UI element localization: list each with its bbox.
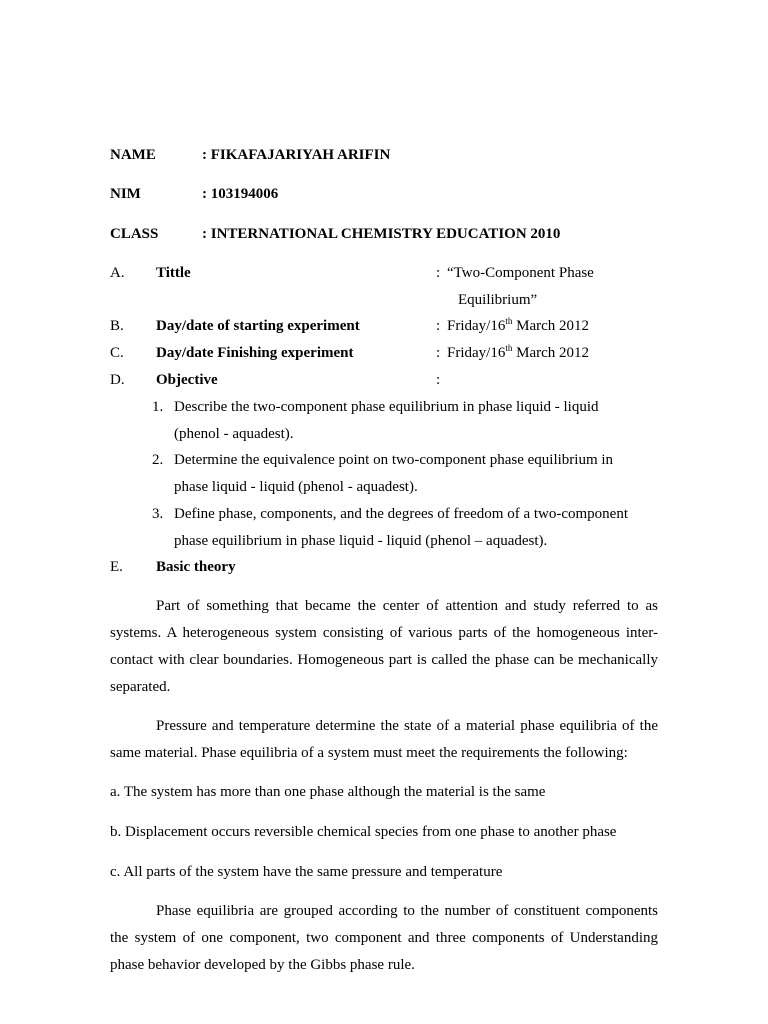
section-a-letter: A.: [110, 265, 125, 281]
theory-paragraph-1: [110, 593, 658, 701]
theory-paragraph-1-text: Part of something that became the center of attention and study referred to as systems. A heterogeneous system consisting of various parts of the homogeneous inter-contact with clear boundaries. Homogeneous part is called the phase can be mechanically separated.: [110, 598, 658, 695]
nim-label: NIM: [110, 186, 141, 202]
section-d-letter: D.: [110, 372, 125, 388]
objective-2-line1: Determine the equivalence point on two-component phase equilibrium in: [174, 452, 614, 468]
objective-1-line1: Describe the two-component phase equilibrium in phase liquid - liquid: [174, 399, 599, 415]
section-c-value: [447, 345, 589, 362]
section-c-date-post: March 2012: [512, 345, 590, 361]
class-label: CLASS: [110, 226, 159, 242]
section-b-date-post: March 2012: [512, 318, 590, 334]
section-c-label: Day/date Finishing experiment: [156, 345, 354, 361]
section-a-colon: :: [436, 265, 441, 281]
section-b-date-sup: th: [505, 316, 513, 326]
requirement-c: c. All parts of the system have the same pressure and temperature: [110, 864, 503, 880]
section-b-date-pre: Friday/16: [447, 318, 506, 334]
requirement-a: a. The system has more than one phase although the material is the same: [110, 784, 546, 800]
objective-1-line2: (phenol - aquadest).: [174, 426, 294, 442]
section-d-label: Objective: [156, 372, 218, 388]
objective-3-line1: Define phase, components, and the degrees of freedom of a two-component: [174, 506, 629, 522]
theory-paragraph-2: [110, 713, 658, 767]
section-c-letter: C.: [110, 345, 124, 361]
nim-value: : 103194006: [202, 186, 279, 202]
section-b-value: [447, 318, 589, 335]
section-c-date-sup: th: [505, 343, 513, 353]
section-c-date-pre: Friday/16: [447, 345, 506, 361]
objective-2-number: 2.: [152, 452, 164, 468]
section-c-colon: :: [436, 345, 441, 361]
name-label: NAME: [110, 147, 156, 163]
section-e-label: Basic theory: [156, 559, 236, 575]
requirement-b: b. Displacement occurs reversible chemical species from one phase to another phase: [110, 824, 617, 840]
section-b-label: Day/date of starting experiment: [156, 318, 360, 334]
objective-1-number: 1.: [152, 399, 164, 415]
objective-2-line2: phase liquid - liquid (phenol - aquadest).: [174, 479, 418, 495]
section-a-label: Tittle: [156, 265, 191, 281]
theory-paragraph-3-text: Phase equilibria are grouped according to the number of constituent components the system of one component, two component and three components of Understanding phase behavior developed by the Gibbs phase rule.: [110, 903, 658, 973]
class-value: : INTERNATIONAL CHEMISTRY EDUCATION 2010: [202, 226, 561, 242]
section-a-value-line2: Equilibrium”: [458, 292, 538, 308]
section-b-letter: B.: [110, 318, 124, 334]
section-a-value-line1: “Two-Component Phase: [447, 265, 594, 281]
objective-3-line2: phase equilibrium in phase liquid - liquid (phenol – aquadest).: [174, 533, 548, 549]
name-value: : FIKAFAJARIYAH ARIFIN: [202, 147, 391, 163]
section-b-colon: :: [436, 318, 441, 334]
section-e-letter: E.: [110, 559, 123, 575]
objective-3-number: 3.: [152, 506, 164, 522]
section-d-colon: :: [436, 372, 441, 388]
theory-paragraph-3: [110, 898, 658, 979]
theory-paragraph-2-text: Pressure and temperature determine the state of a material phase equilibria of the same material. Phase equilibria of a system must meet the requirements the following:: [110, 718, 658, 761]
